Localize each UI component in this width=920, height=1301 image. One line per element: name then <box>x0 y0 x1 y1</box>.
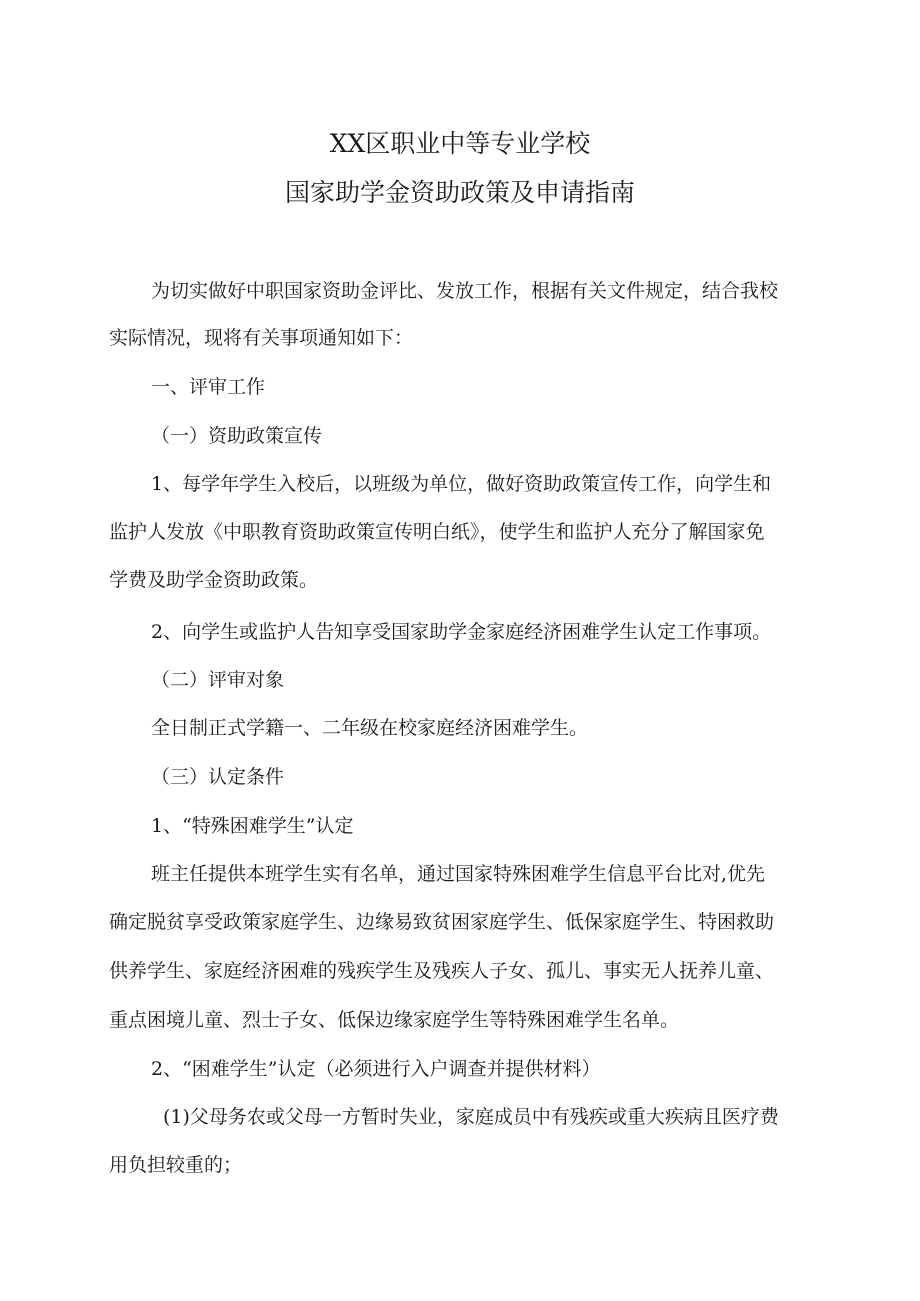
paragraph-publicity-1-line-2: 监护人发放《中职教育资助政策宣传明白纸》，使学生和监护人充分了解国家免 <box>109 521 765 543</box>
paragraph-special-hardship-line-2: 确定脱贫享受政策家庭学生、边缘易致贫困家庭学生、低保家庭学生、特困救助 <box>109 911 775 933</box>
paragraph-publicity-1-line-3: 学费及助学金资助政策。 <box>109 569 319 591</box>
section-heading-review-work: 一、评审工作 <box>151 376 266 398</box>
paragraph-publicity-2: 2、向学生或监护人告知享受国家助学金家庭经济困难学生认定工作事项。 <box>151 621 772 643</box>
subsection-heading-policy-publicity: （一）资助政策宣传 <box>151 425 323 447</box>
criteria-hardship-heading: 2、“困难学生”认定（必须进行入户调查并提供材料） <box>151 1058 601 1080</box>
paragraph-special-hardship-line-4: 重点困境儿童、烈士子女、低保边缘家庭学生等特殊困难学生名单。 <box>109 1009 680 1031</box>
paragraph-hardship-item-1-line-1: (1)父母务农或父母一方暂时失业，家庭成员中有残疾或重大疾病且医疗费 <box>163 1106 779 1128</box>
document-title-guide: 国家助学金资助政策及申请指南 <box>284 178 635 207</box>
paragraph-review-targets: 全日制正式学籍一、二年级在校家庭经济困难学生。 <box>151 717 589 739</box>
criteria-special-hardship-heading: 1、“特殊困难学生”认定 <box>151 815 354 837</box>
paragraph-special-hardship-line-3: 供养学生、家庭经济困难的残疾学生及残疾人子女、孤儿、事实无人抚养儿童、 <box>109 960 775 982</box>
paragraph-intro-line-2: 实际情况，现将有关事项通知如下： <box>109 327 414 349</box>
paragraph-special-hardship-line-1: 班主任提供本班学生实有名单，通过国家特殊困难学生信息平台比对,优先 <box>151 863 766 885</box>
paragraph-intro-line-1: 为切实做好中职国家资助金评比、发放工作，根据有关文件规定，结合我校 <box>151 280 779 302</box>
subsection-heading-review-targets: （二）评审对象 <box>151 669 285 691</box>
subsection-heading-criteria: （三）认定条件 <box>151 766 285 788</box>
paragraph-publicity-1-line-1: 1、每学年学生入校后，以班级为单位，做好资助政策宣传工作，向学生和 <box>151 473 772 495</box>
paragraph-hardship-item-1-line-2: 用负担较重的； <box>109 1154 243 1176</box>
document-title-school: XX区职业中等专业学校 <box>329 129 591 158</box>
